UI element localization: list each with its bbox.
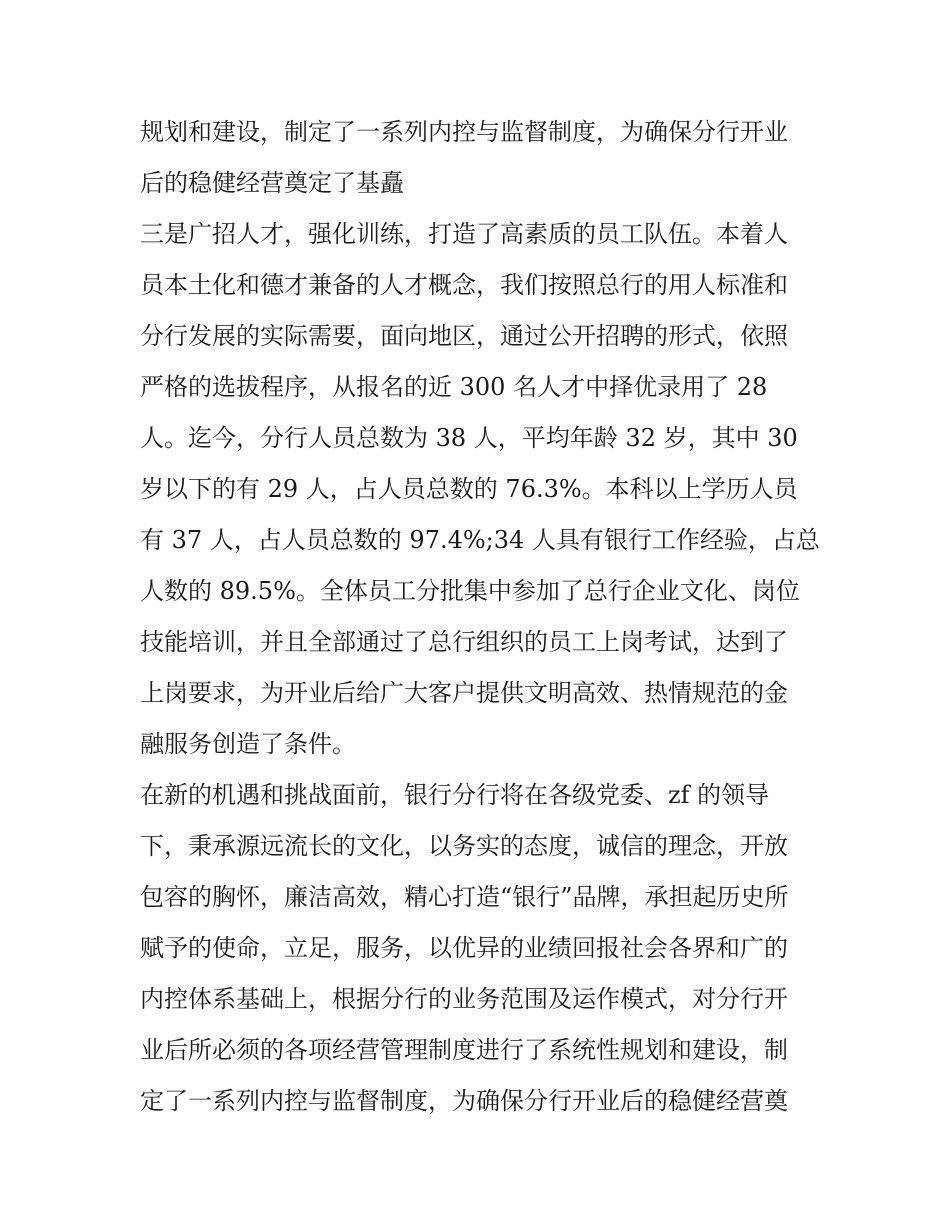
text-line: 赋予的使命，立足，服务，以优异的业绩回报社会各界和广的 bbox=[140, 934, 788, 962]
text-line: 上岗要求，为开业后给广大客户提供文明高效、热情规范的金 bbox=[140, 679, 788, 707]
text-line: 后的稳健经营奠定了基矗 bbox=[140, 169, 404, 197]
text-line: 严格的选拔程序，从报名的近 300 名人才中择优录用了 28 bbox=[140, 373, 768, 401]
text-line: 内控体系基础上，根据分行的业务范围及运作模式，对分行开 bbox=[140, 985, 788, 1013]
text-line: 下，秉承源远流长的文化，以务实的态度，诚信的理念，开放 bbox=[140, 832, 788, 860]
text-line: 员本土化和德才兼备的人才概念，我们按照总行的用人标准和 bbox=[140, 271, 788, 299]
text-line: 有 37 人，占人员总数的 97.4%;34 人具有银行工作经验，占总 bbox=[140, 526, 820, 554]
body-text bbox=[140, 107, 820, 1127]
text-line: 人。迄今，分行人员总数为 38 人，平均年龄 32 岁，其中 30 bbox=[140, 424, 798, 452]
text-line: 岁以下的有 29 人，占人员总数的 76.3%。本科以上学历人员 bbox=[140, 475, 798, 503]
text-line: 人数的 89.5%。全体员工分批集中参加了总行企业文化、岗位 bbox=[140, 577, 800, 605]
text-line: 三是广招人才，强化训练，打造了高素质的员工队伍。本着人 bbox=[140, 220, 788, 248]
text-line: 分行发展的实际需要，面向地区，通过公开招聘的形式，依照 bbox=[140, 322, 788, 350]
text-line: 技能培训，并且全部通过了总行组织的员工上岗考试，达到了 bbox=[140, 628, 788, 656]
text-line: 业后所必须的各项经营管理制度进行了系统性规划和建设，制 bbox=[140, 1036, 788, 1064]
text-line: 定了一系列内控与监督制度，为确保分行开业后的稳健经营奠 bbox=[140, 1087, 788, 1115]
text-line: 在新的机遇和挑战面前，银行分行将在各级党委、zf 的领导 bbox=[140, 781, 770, 809]
text-line: 融服务创造了条件。 bbox=[140, 730, 356, 758]
text-line: 规划和建设，制定了一系列内控与监督制度，为确保分行开业 bbox=[140, 118, 788, 146]
text-line: 包容的胸怀，廉洁高效，精心打造“银行”品牌，承担起历史所 bbox=[140, 883, 789, 911]
